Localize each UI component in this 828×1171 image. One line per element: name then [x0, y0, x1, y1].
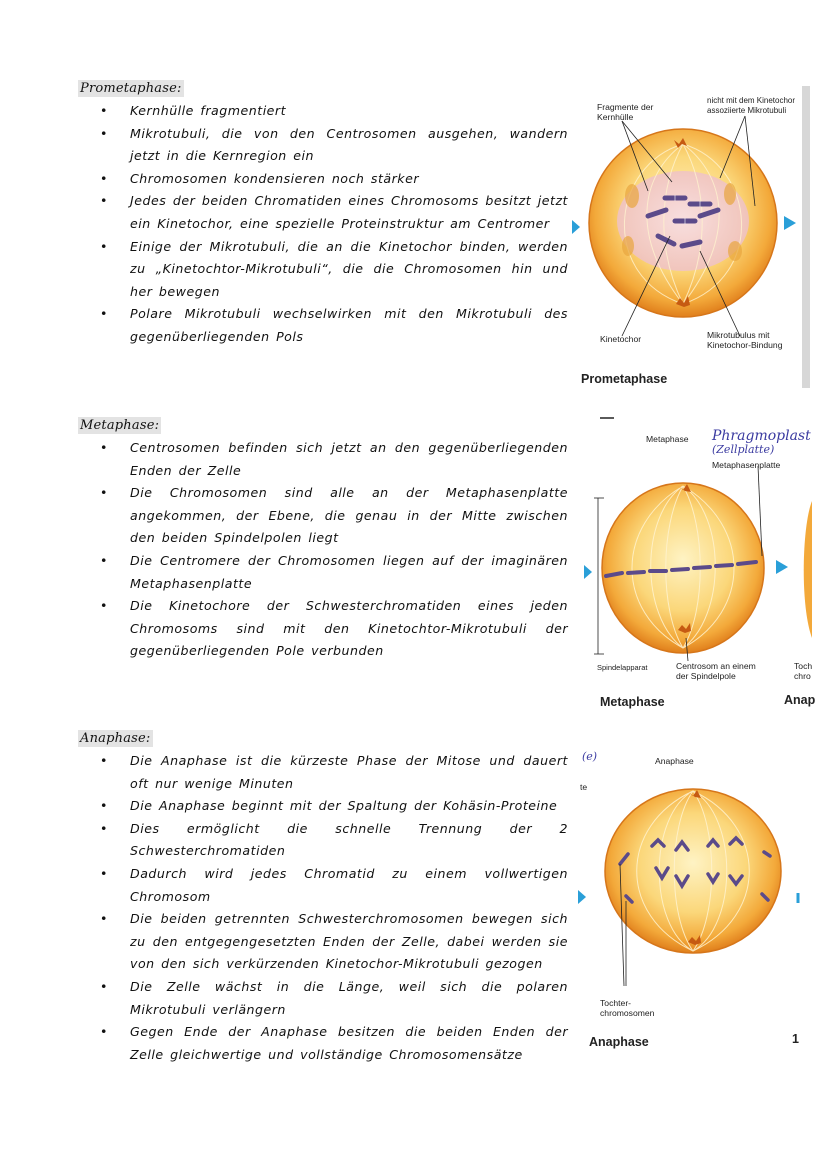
prometaphase-figure [570, 86, 810, 388]
label-metaphasenplatte: Metaphasenplatte [712, 460, 781, 470]
list-item: • Dies ermöglicht die schnelle Trennung der 2 Schwesterchromatiden [100, 818, 568, 863]
list-item: • Die Anaphase beginnt mit der Spaltung der Kohäsin-Proteine [100, 795, 568, 818]
label-fragments: Fragmente der Kernhülle [597, 102, 654, 122]
prometaphase-list [100, 100, 568, 349]
metaphase-heading: Metaphase: [80, 418, 160, 433]
metaphase-figure [580, 416, 820, 716]
prometaphase-heading: Prometaphase: [80, 81, 182, 96]
list-item: • Die Centromere der Chromosomen liegen auf der imaginären Metaphasenplatte [100, 550, 568, 595]
label-not-associated: nicht mit dem Kinetochor assoziierte Mikrotubuli [707, 96, 796, 115]
list-item: • Die Chromosomen sind alle an der Metaphasenplatte angekommen, der Ebene, die genau in der Mitte zwischen den beiden Spindelpolen liegt [100, 482, 568, 550]
anaphase-heading: Anaphase: [80, 731, 151, 746]
list-item: • Mikrotubuli, die von den Centrosomen ausgehen, wandern jetzt in die Kernregion ein [100, 123, 568, 168]
label-tochterchromosomen: Tochter-chromosomen [600, 998, 655, 1018]
list-item: • Jedes der beiden Chromatiden eines Chromosoms besitzt jetzt ein Kinetochor, eine spezielle Proteinstruktur am Centromer [100, 190, 568, 235]
label-spindelapparat: Spindelapparat [597, 663, 648, 672]
handwritten-phragmoplast: Phragmoplast [712, 428, 811, 444]
label-cut-off: Toch chro [794, 661, 813, 681]
small-title: Metaphase [646, 434, 689, 444]
figure-caption: Prometaphase [581, 372, 668, 386]
stray-text: te [580, 782, 588, 792]
anaphase-list [100, 750, 568, 1066]
list-item: • Dadurch wird jedes Chromatid zu einem vollwertigen Chromosom [100, 863, 568, 908]
label-mt-binding: Mikrotubulus mit Kinetochor-Bindung [707, 330, 783, 350]
label-kinetochor: Kinetochor [600, 334, 642, 344]
list-item: • Gegen Ende der Anaphase besitzen die beiden Enden der Zelle gleichwertige und vollständige Chromosomensätze [100, 1021, 568, 1066]
small-title: Anaphase [655, 756, 694, 766]
page-number: 1 [792, 1032, 799, 1046]
list-item: • Die Zelle wächst in die Länge, weil sich die polaren Mikrotubuli verlängern [100, 976, 568, 1021]
list-item: • Die beiden getrennten Schwesterchromosomen bewegen sich zu den entgegengesetzten Enden der Zelle, dabei werden sie von den sich verkürzenden Kinetochor-Mikrotubuli gezogen [100, 908, 568, 976]
label-centrosome: Centrosom an einem der Spindelpole [676, 661, 756, 681]
list-item: • Chromosomen kondensieren noch stärker [100, 168, 568, 191]
list-item: • Kernhülle fragmentiert [100, 100, 568, 123]
figure-caption: Metaphase [600, 695, 665, 709]
handwritten-note: (e) [582, 750, 598, 763]
list-item: • Centrosomen befinden sich jetzt an den gegenüberliegenden Enden der Zelle [100, 437, 568, 482]
list-item: • Die Anaphase ist die kürzeste Phase der Mitose und dauert oft nur wenige Minuten [100, 750, 568, 795]
handwritten-zellplatte: (Zellplatte) [712, 443, 775, 456]
list-item: • Polare Mikrotubuli wechselwirken mit den Mikrotubuli des gegenüberliegenden Pols [100, 303, 568, 348]
metaphase-list [100, 437, 568, 663]
figure-caption-next: Anap [784, 693, 816, 707]
list-item: • Einige der Mikrotubuli, die an die Kinetochor binden, werden zu „Kinetochtor-Mikrotubuli“, die die Chromosomen hin und her bewegen [100, 236, 568, 304]
list-item: • Die Kinetochore der Schwesterchromatiden eines jeden Chromosoms sind mit den Kinetochtor-Mikrotubuli der gegenüberliegenden Pole verbunden [100, 595, 568, 663]
anaphase-figure [568, 746, 808, 1056]
figure-caption: Anaphase [589, 1035, 649, 1049]
